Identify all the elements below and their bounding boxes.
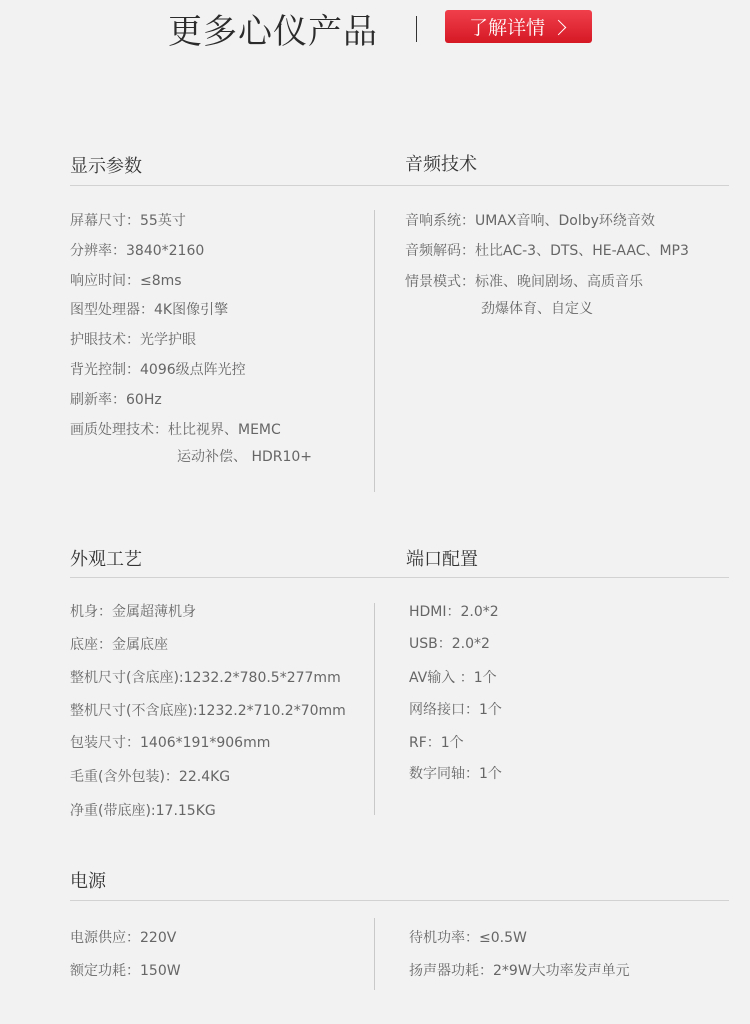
spec-row: 扬声器功耗：2*9W大功率发声单元	[409, 963, 630, 979]
spec-row: 网络接口：1个	[409, 702, 502, 718]
section-title-power: 电源	[70, 871, 106, 892]
spec-row: 画质处理技术：杜比视界、MEMC	[70, 422, 281, 438]
spec-row: 音频解码：杜比AC-3、DTS、HE-AAC、MP3	[405, 243, 689, 259]
spec-row: 数字同轴：1个	[409, 766, 502, 782]
spec-row: 音响系统：UMAX音响、Dolby环绕音效	[405, 213, 655, 229]
spec-row: 机身：金属超薄机身	[70, 604, 196, 620]
section-rule-appearance	[70, 577, 729, 578]
spec-row: 净重(带底座):17.15KG	[70, 803, 216, 819]
column-divider-power	[374, 918, 375, 990]
spec-row: 刷新率：60Hz	[70, 392, 162, 408]
spec-row: USB：2.0*2	[409, 636, 490, 652]
spec-row: 待机功率：≤0.5W	[409, 930, 527, 946]
spec-row: 整机尺寸(含底座):1232.2*780.5*277mm	[70, 670, 341, 686]
column-divider-appearance	[374, 603, 375, 815]
spec-row: 毛重(含外包装)：22.4KG	[70, 769, 231, 785]
spec-row: 背光控制：4096级点阵光控	[70, 362, 246, 378]
spec-row: 电源供应：220V	[70, 930, 177, 946]
more-details-button[interactable]	[445, 10, 592, 43]
spec-row: 分辨率：3840*2160	[70, 243, 205, 259]
spec-row: 响应时间：≤8ms	[70, 273, 182, 289]
section-rule-specs	[70, 185, 729, 186]
more-details-label: 了解详情	[468, 17, 545, 39]
header-divider	[416, 16, 417, 42]
spec-row: AV输入 ：1个	[409, 670, 497, 686]
spec-row: HDMI：2.0*2	[409, 604, 499, 620]
spec-row-continuation: 劲爆体育、自定义	[481, 301, 593, 317]
spec-row: 额定功耗：150W	[70, 963, 181, 979]
section-title-display: 显示参数	[70, 156, 142, 177]
section-title-audio: 音频技术	[405, 154, 477, 175]
spec-row: 护眼技术：光学护眼	[70, 332, 196, 348]
spec-row-continuation: 运动补偿、 HDR10+	[177, 449, 313, 465]
section-rule-power	[70, 900, 729, 901]
spec-row: RF：1个	[409, 735, 464, 751]
page-title: 更多心仪产品	[168, 12, 378, 52]
header	[0, 0, 750, 60]
spec-row: 图型处理器：4K图像引擎	[70, 302, 229, 318]
column-divider-specs	[374, 210, 375, 492]
spec-row: 情景模式：标准、晚间剧场、高质音乐	[405, 274, 643, 290]
chevron-right-icon	[551, 19, 567, 35]
section-title-appearance: 外观工艺	[70, 549, 142, 570]
spec-row: 屏幕尺寸：55英寸	[70, 213, 186, 229]
spec-row: 包装尺寸：1406*191*906mm	[70, 735, 271, 751]
spec-row: 底座：金属底座	[70, 637, 168, 653]
section-title-ports: 端口配置	[406, 549, 478, 570]
spec-row: 整机尺寸(不含底座):1232.2*710.2*70mm	[70, 703, 346, 719]
